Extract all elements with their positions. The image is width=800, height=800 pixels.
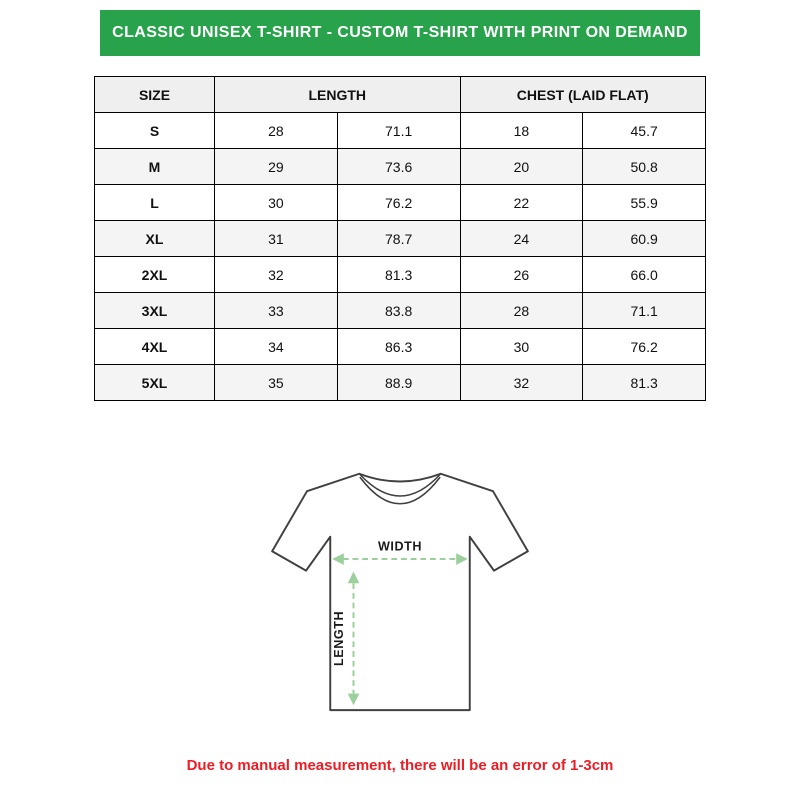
chest-cm-cell: 60.9 <box>583 221 706 257</box>
length-in-cell: 29 <box>215 149 338 185</box>
length-in-cell: 35 <box>215 365 338 401</box>
chest-cm-cell: 71.1 <box>583 293 706 329</box>
width-label: WIDTH <box>377 539 423 554</box>
table-header-row <box>95 77 706 113</box>
title-banner <box>100 10 700 56</box>
length-cm-cell: 81.3 <box>337 257 460 293</box>
chest-cm-cell: 81.3 <box>583 365 706 401</box>
table-row <box>95 185 706 221</box>
chest-in-cell: 32 <box>460 365 583 401</box>
chest-in-cell: 22 <box>460 185 583 221</box>
table-row <box>95 221 706 257</box>
size-cell: 5XL <box>95 365 215 401</box>
size-cell: 4XL <box>95 329 215 365</box>
size-cell: 3XL <box>95 293 215 329</box>
table-row <box>95 257 706 293</box>
chest-cm-cell: 45.7 <box>583 113 706 149</box>
measurement-error-note: Due to manual measurement, there will be an error of 1-3cm <box>186 757 614 774</box>
size-cell: S <box>95 113 215 149</box>
chest-in-cell: 20 <box>460 149 583 185</box>
chest-cm-cell: 76.2 <box>583 329 706 365</box>
length-cm-cell: 73.6 <box>337 149 460 185</box>
length-label: LENGTH <box>331 610 346 667</box>
size-cell: M <box>95 149 215 185</box>
header-length: LENGTH <box>215 77 461 113</box>
length-in-cell: 34 <box>215 329 338 365</box>
chest-in-cell: 30 <box>460 329 583 365</box>
length-cm-cell: 78.7 <box>337 221 460 257</box>
tshirt-measurement-diagram <box>245 435 555 745</box>
table-row <box>95 329 706 365</box>
chest-in-cell: 18 <box>460 113 583 149</box>
length-cm-cell: 88.9 <box>337 365 460 401</box>
header-size: SIZE <box>95 77 215 113</box>
size-cell: XL <box>95 221 215 257</box>
length-cm-cell: 71.1 <box>337 113 460 149</box>
length-in-cell: 30 <box>215 185 338 221</box>
size-chart-table <box>94 76 706 401</box>
table-row <box>95 365 706 401</box>
length-in-cell: 32 <box>215 257 338 293</box>
size-cell: L <box>95 185 215 221</box>
tshirt-outline <box>272 474 528 710</box>
table-row <box>95 293 706 329</box>
length-in-cell: 28 <box>215 113 338 149</box>
page-title: CLASSIC UNISEX T-SHIRT - CUSTOM T-SHIRT WITH PRINT ON DEMAND <box>112 24 688 41</box>
length-cm-cell: 86.3 <box>337 329 460 365</box>
table-row <box>95 149 706 185</box>
chest-in-cell: 26 <box>460 257 583 293</box>
chest-cm-cell: 55.9 <box>583 185 706 221</box>
chest-in-cell: 24 <box>460 221 583 257</box>
header-chest: CHEST (LAID FLAT) <box>460 77 706 113</box>
length-in-cell: 33 <box>215 293 338 329</box>
chest-cm-cell: 66.0 <box>583 257 706 293</box>
size-cell: 2XL <box>95 257 215 293</box>
length-cm-cell: 83.8 <box>337 293 460 329</box>
length-in-cell: 31 <box>215 221 338 257</box>
table-row <box>95 113 706 149</box>
chest-in-cell: 28 <box>460 293 583 329</box>
length-cm-cell: 76.2 <box>337 185 460 221</box>
chest-cm-cell: 50.8 <box>583 149 706 185</box>
